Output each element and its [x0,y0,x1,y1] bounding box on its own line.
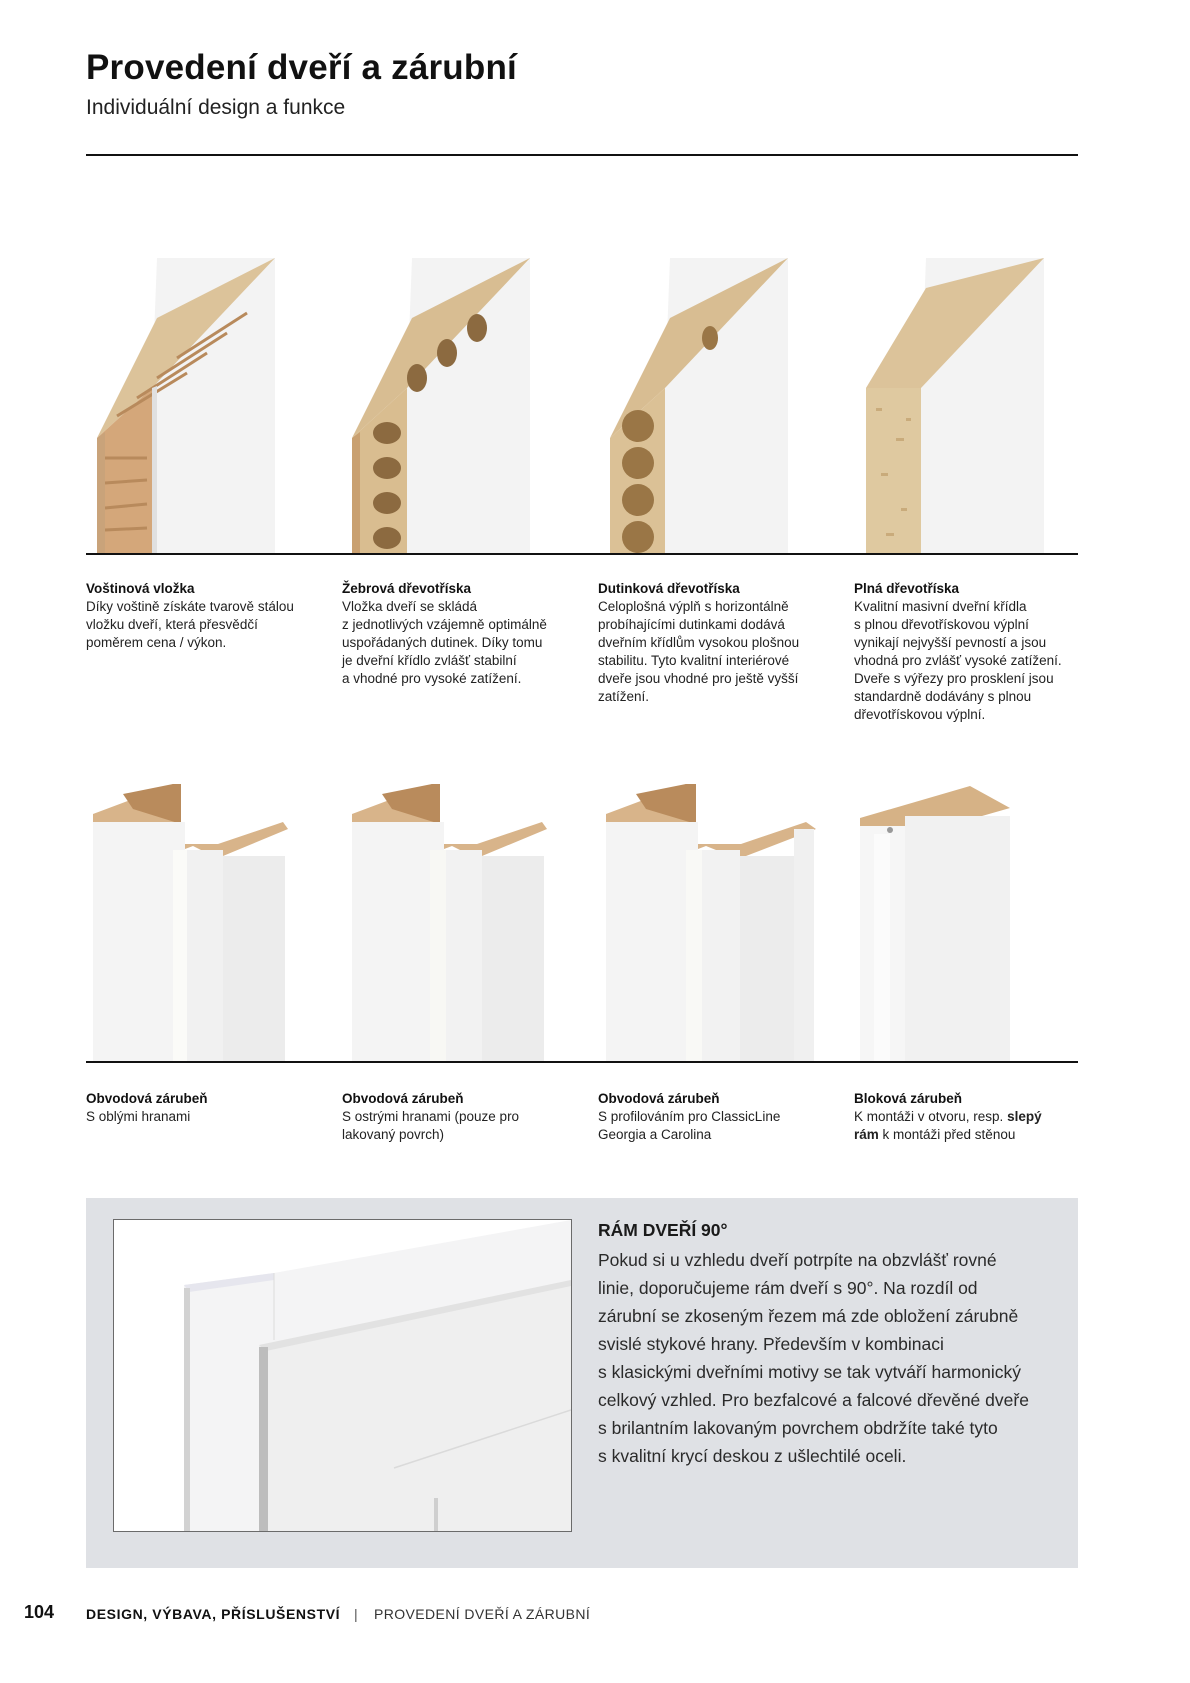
caption-heading: Voštinová vložka [86,581,195,596]
feature-line: svislé stykové hrany. Především v kombinaci [598,1334,944,1354]
frames-divider [86,1061,1078,1063]
frame-caption-sharp [342,1090,582,1144]
caption-line: z jednotlivých vzájemně optimálně [342,617,547,632]
caption-line: S ostrými hranami (pouze pro [342,1109,520,1124]
page-number: 104 [24,1602,55,1622]
footer-section: DESIGN, VÝBAVA, PŘÍSLUŠENSTVÍ [86,1606,341,1622]
core-caption-solid [854,580,1094,724]
caption-line: vhodná pro zvlášť vysoké zatížení. [854,653,1062,668]
caption-line: Vložka dveří se skládá [342,599,478,614]
cores-divider [86,553,1078,555]
caption-bold-text: rám [854,1127,879,1142]
core-caption-honeycomb [86,580,326,652]
rounded-edge-frame-icon [93,784,293,1061]
frame-caption-block [854,1090,1094,1144]
caption-text: K montáži v otvoru, resp. [854,1109,1008,1124]
feature-line: Pokud si u vzhledu dveří potrpíte na obzvlášť rovné [598,1250,997,1270]
caption-line [854,1108,1094,1126]
caption-line: s plnou dřevotřískovou výplní [854,617,1029,632]
core-caption-ribbed [342,580,582,688]
caption-line: zatížení. [598,689,650,704]
frame-caption-profiled [598,1090,838,1144]
footer-subsection: PROVEDENÍ DVEŘÍ A ZÁRUBNÍ [374,1606,591,1622]
solid-chipboard-core-icon [866,258,1056,554]
caption-text: k montáži před stěnou [878,1127,1016,1142]
caption-line: Celoplošná výplň s horizontálně [598,599,789,614]
caption-heading: Obvodová zárubeň [342,1091,464,1106]
feature-line: linie, doporučujeme rám dveří s 90°. Na rozdíl od [598,1278,978,1298]
caption-line: Kvalitní masivní dveřní křídla [854,599,1027,614]
feature-text [598,1246,1068,1470]
honeycomb-core-icon [97,258,287,554]
caption-line: S oblými hranami [86,1109,191,1124]
caption-line: Díky voštině získáte tvarově stálou [86,599,294,614]
block-frame-icon [860,786,1020,1061]
header-divider [86,154,1078,156]
ribbed-chipboard-core-icon [352,258,542,554]
sharp-edge-frame-icon [352,784,552,1061]
caption-line: dveřním křídlům vysokou plošnou [598,635,800,650]
feature-line: celkový vzhled. Pro bezfalcové a falcové dřevěné dveře [598,1390,1029,1410]
caption-heading: Bloková zárubeň [854,1091,963,1106]
caption-heading: Plná dřevotříska [854,581,960,596]
caption-bold-text: slepý [1007,1109,1042,1124]
caption-line: je dveřní křídlo zvlášť stabilní [342,653,517,668]
caption-line: lakovaný povrch) [342,1127,445,1142]
core-caption-tubular [598,580,838,706]
caption-line: probíhajícími dutinkami dodává [598,617,785,632]
caption-line [854,1126,1094,1144]
caption-line: dveře jsou vhodné pro ještě vyšší [598,671,799,686]
caption-line: vložku dveří, která přesvědčí [86,617,258,632]
door-frame-90-corner-icon [113,1219,572,1532]
frame-caption-rounded [86,1090,326,1126]
caption-line: stabilitu. Tyto kvalitní interiérové [598,653,790,668]
caption-heading: Obvodová zárubeň [598,1091,720,1106]
caption-heading: Dutinková dřevotříska [598,581,740,596]
feature-line: s brilantním lakovaným povrchem obdržíte také tyto [598,1418,998,1438]
caption-line: vynikají nejvyšší pevností a jsou [854,635,1047,650]
feature-line: s klasickými dveřními motivy se tak vytváří harmonický [598,1362,1022,1382]
page-subtitle: Individuální design a funkce [86,96,346,119]
footer-separator: | [354,1606,358,1622]
caption-line: poměrem cena / výkon. [86,635,227,650]
tubular-chipboard-core-icon [610,258,800,554]
caption-line: Georgia a Carolina [598,1127,712,1142]
feature-title: RÁM DVEŘÍ 90° [598,1220,728,1240]
page-title: Provedení dveří a zárubní [86,48,517,87]
feature-line: zárubní se zkoseným řezem má zde obložení zárubně [598,1306,1019,1326]
caption-line: Dveře s výřezy pro prosklení jsou [854,671,1054,686]
feature-line: s kvalitní krycí deskou z ušlechtilé oceli. [598,1446,907,1466]
caption-line: S profilováním pro ClassicLine [598,1109,781,1124]
profiled-frame-icon [606,784,826,1061]
caption-line: a vhodné pro vysoké zatížení. [342,671,522,686]
caption-line: dřevotřískovou výplní. [854,707,986,722]
caption-line: uspořádaných dutinek. Díky tomu [342,635,543,650]
caption-heading: Žebrová dřevotříska [342,581,472,596]
caption-heading: Obvodová zárubeň [86,1091,208,1106]
caption-line: standardně dodávány s plnou [854,689,1032,704]
